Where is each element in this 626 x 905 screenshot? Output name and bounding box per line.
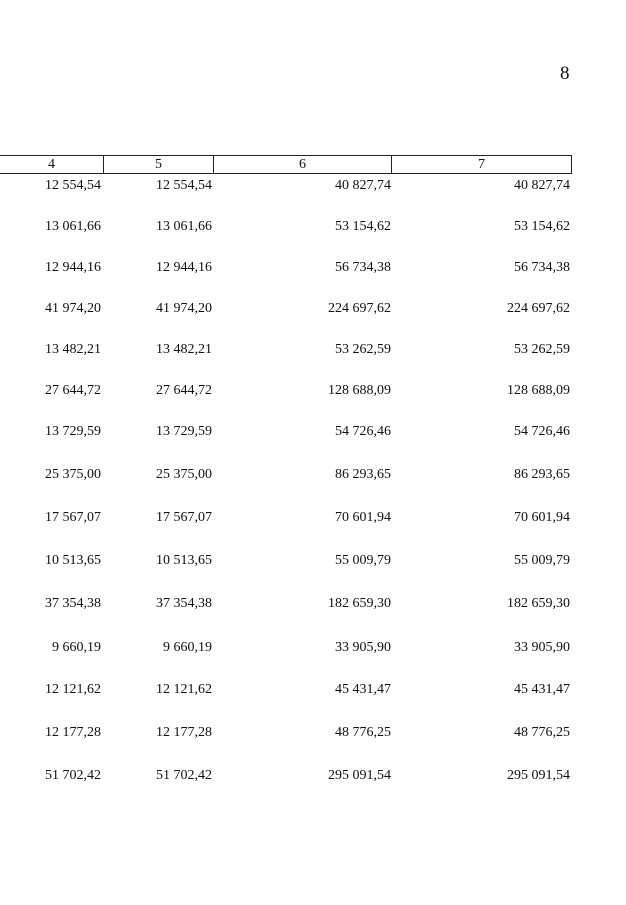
cell-col-7: 56 734,38 [514,260,570,275]
cell-col-4: 10 513,65 [45,553,101,568]
cell-col-5: 9 660,19 [163,640,212,655]
cell-col-7: 48 776,25 [514,725,570,740]
table-row [0,594,626,614]
cell-col-6: 224 697,62 [328,301,391,316]
table-row [0,680,626,700]
cell-col-6: 48 776,25 [335,725,391,740]
cell-col-4: 13 482,21 [45,342,101,357]
cell-col-7: 33 905,90 [514,640,570,655]
column-header-5: 5 [104,155,214,174]
cell-col-6: 128 688,09 [328,383,391,398]
cell-col-6: 56 734,38 [335,260,391,275]
cell-col-6: 54 726,46 [335,424,391,439]
cell-col-5: 12 944,16 [156,260,212,275]
cell-col-4: 12 554,54 [45,178,101,193]
cell-col-5: 13 482,21 [156,342,212,357]
cell-col-7: 224 697,62 [507,301,570,316]
cell-col-7: 54 726,46 [514,424,570,439]
cell-col-5: 12 177,28 [156,725,212,740]
cell-col-5: 13 061,66 [156,219,212,234]
column-header-4: 4 [0,155,104,174]
cell-col-7: 86 293,65 [514,467,570,482]
cell-col-6: 53 154,62 [335,219,391,234]
cell-col-6: 53 262,59 [335,342,391,357]
cell-col-5: 12 121,62 [156,682,212,697]
table-row [0,551,626,571]
table-row [0,299,626,319]
table-row [0,723,626,743]
cell-col-5: 41 974,20 [156,301,212,316]
cell-col-6: 55 009,79 [335,553,391,568]
cell-col-4: 51 702,42 [45,768,101,783]
cell-col-6: 295 091,54 [328,768,391,783]
table-row [0,508,626,528]
cell-col-5: 17 567,07 [156,510,212,525]
cell-col-4: 13 061,66 [45,219,101,234]
table-row [0,422,626,442]
table-row [0,638,626,658]
cell-col-4: 25 375,00 [45,467,101,482]
table-row [0,381,626,401]
cell-col-5: 51 702,42 [156,768,212,783]
cell-col-6: 40 827,74 [335,178,391,193]
cell-col-6: 182 659,30 [328,596,391,611]
cell-col-5: 25 375,00 [156,467,212,482]
table-row [0,766,626,786]
cell-col-7: 55 009,79 [514,553,570,568]
table-row [0,465,626,485]
cell-col-5: 12 554,54 [156,178,212,193]
cell-col-6: 70 601,94 [335,510,391,525]
column-header-6: 6 [214,155,392,174]
cell-col-7: 53 262,59 [514,342,570,357]
cell-col-4: 37 354,38 [45,596,101,611]
cell-col-4: 12 944,16 [45,260,101,275]
table-row [0,217,626,237]
cell-col-6: 86 293,65 [335,467,391,482]
cell-col-7: 40 827,74 [514,178,570,193]
cell-col-5: 27 644,72 [156,383,212,398]
cell-col-4: 13 729,59 [45,424,101,439]
cell-col-4: 9 660,19 [52,640,101,655]
cell-col-4: 17 567,07 [45,510,101,525]
cell-col-5: 10 513,65 [156,553,212,568]
cell-col-6: 45 431,47 [335,682,391,697]
cell-col-4: 12 177,28 [45,725,101,740]
page-number: 8 [560,63,570,84]
cell-col-7: 128 688,09 [507,383,570,398]
cell-col-4: 12 121,62 [45,682,101,697]
cell-col-7: 45 431,47 [514,682,570,697]
cell-col-4: 41 974,20 [45,301,101,316]
table-row [0,340,626,360]
cell-col-7: 53 154,62 [514,219,570,234]
cell-col-6: 33 905,90 [335,640,391,655]
table-row [0,176,626,196]
cell-col-5: 13 729,59 [156,424,212,439]
cell-col-7: 70 601,94 [514,510,570,525]
column-header-7: 7 [392,155,572,174]
cell-col-7: 295 091,54 [507,768,570,783]
cell-col-4: 27 644,72 [45,383,101,398]
table-row [0,258,626,278]
cell-col-5: 37 354,38 [156,596,212,611]
cell-col-7: 182 659,30 [507,596,570,611]
